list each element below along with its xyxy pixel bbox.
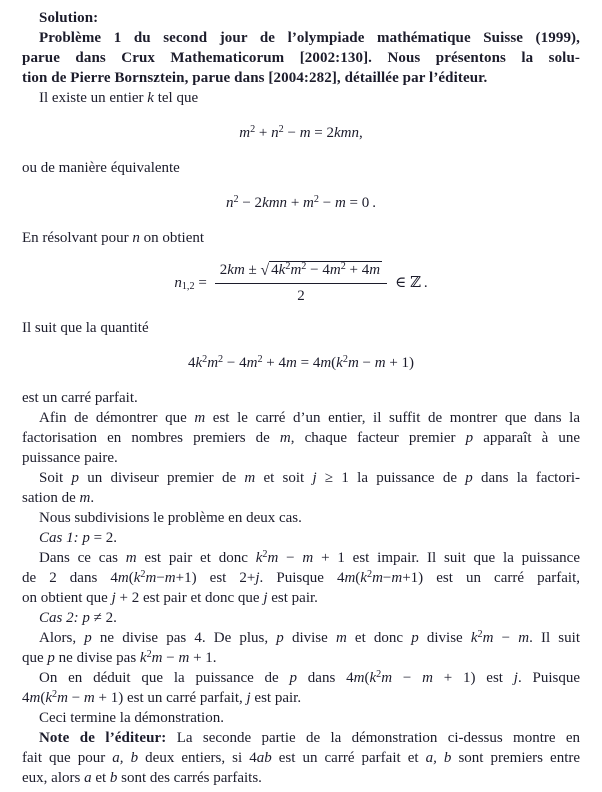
paragraph (22, 388, 580, 408)
text-line: Problème 1 du second jour de l’olympiade mathématique Suisse (1999), (39, 30, 580, 46)
text-line: Dans ce cas m est pair et donc $k^2m - m + 1$ est impair. Il suit que la puissance (39, 548, 580, 566)
text-line: on obtient que j + 2 est pair et donc que j est pair. (22, 590, 318, 606)
paragraph (22, 28, 580, 88)
equation-rhs: ∈ ℤ . (395, 275, 428, 291)
paragraph (22, 318, 580, 338)
text-line: Solution: (39, 10, 99, 26)
text-line: Alors, p ne divise pas 4. De plus, p divise m et donc p divise $k^2m - m$. Il suit (39, 628, 580, 646)
text-line: Note de l’éditeur: La seconde partie de la démonstration ci-dessus montre en (39, 730, 580, 746)
text-line: parue dans Crux Mathematicorum [2002:130]. Nous présentons la solu- (22, 50, 580, 66)
paragraph (22, 728, 580, 788)
text-line: Soit p un diviseur premier de m et soit j ≥ 1 la puissance de p dans la factori- (39, 470, 580, 486)
paragraph (22, 668, 580, 708)
paragraph (22, 228, 580, 248)
paragraph (22, 528, 580, 548)
display-equation: $4k^2m^2 - 4m^2 + 4m = 4m(k^2m - m + 1)$ (187, 353, 415, 371)
text-line: Nous subdivisions le problème en deux cas. (39, 510, 302, 526)
text-line: factorisation en nombres premiers de m, chaque facteur premier p apparaît à une (22, 430, 581, 446)
text-line: fait que pour a, b deux entiers, si 4ab est un carré parfait et a, b sont premiers entre (22, 750, 581, 766)
text-line: Cas 2: p ≠ 2. (39, 610, 117, 626)
paragraph (22, 408, 580, 468)
fraction-numerator: 2km ± √ $4k^2m^2 - 4m^2 + 4m$ (219, 260, 381, 279)
equation-lhs: $n_{1,2}$ = (174, 275, 207, 293)
text-line: que p ne divise pas $k^2m - m + 1$. (22, 648, 217, 666)
text-line: En résolvant pour n on obtient (22, 230, 205, 246)
paragraph (22, 508, 580, 528)
paragraph (22, 628, 580, 668)
text-line: puissance paire. (22, 450, 118, 466)
paragraph (22, 608, 580, 628)
text-line: de 2 dans $4m(k^2m-m+1)$ est 2+j. Puisque $4m(k^2m-m+1)$ est un carré parfait, (22, 568, 580, 586)
paragraph (22, 88, 580, 108)
text-line: Il suit que la quantité (22, 320, 149, 336)
text-line: ou de manière équivalente (22, 160, 180, 176)
paragraph (22, 8, 580, 28)
document-part-before-fraction (22, 8, 580, 248)
display-equation: $m^2 + n^2 - m = 2kmn$, (239, 123, 363, 141)
text-line: Ceci termine la démonstration. (39, 710, 224, 726)
display-equation: $n^2 - 2kmn + m^2 - m = 0$ . (226, 193, 376, 211)
text-line: sation de m. (22, 490, 95, 506)
paragraph (22, 468, 580, 508)
paragraph (22, 158, 580, 178)
paragraph (22, 708, 580, 728)
document-part-after-fraction (22, 318, 580, 788)
text-line: tion de Pierre Bornsztein, parue dans [2004:282], détaillée par l’éditeur. (22, 70, 488, 86)
text-line: On en déduit que la puissance de p dans $4m(k^2m - m + 1)$ est j. Puisque (39, 668, 580, 686)
paragraph (22, 548, 580, 608)
text-line: est un carré parfait. (22, 390, 138, 406)
text-line: Il existe un entier k tel que (39, 90, 199, 106)
text-line: Afin de démontrer que m est le carré d’un entier, il suffit de montrer que dans la (39, 410, 580, 426)
text-line: eux, alors a et b sont des carrés parfaits. (22, 770, 262, 786)
text-line: Cas 1: p = 2. (39, 530, 118, 546)
fraction-denominator: 2 (215, 283, 387, 306)
fraction (215, 260, 387, 306)
text-line: $4m(k^2m - m + 1)$ est un carré parfait, j est pair. (22, 688, 302, 706)
display-equation-fraction (22, 260, 580, 306)
